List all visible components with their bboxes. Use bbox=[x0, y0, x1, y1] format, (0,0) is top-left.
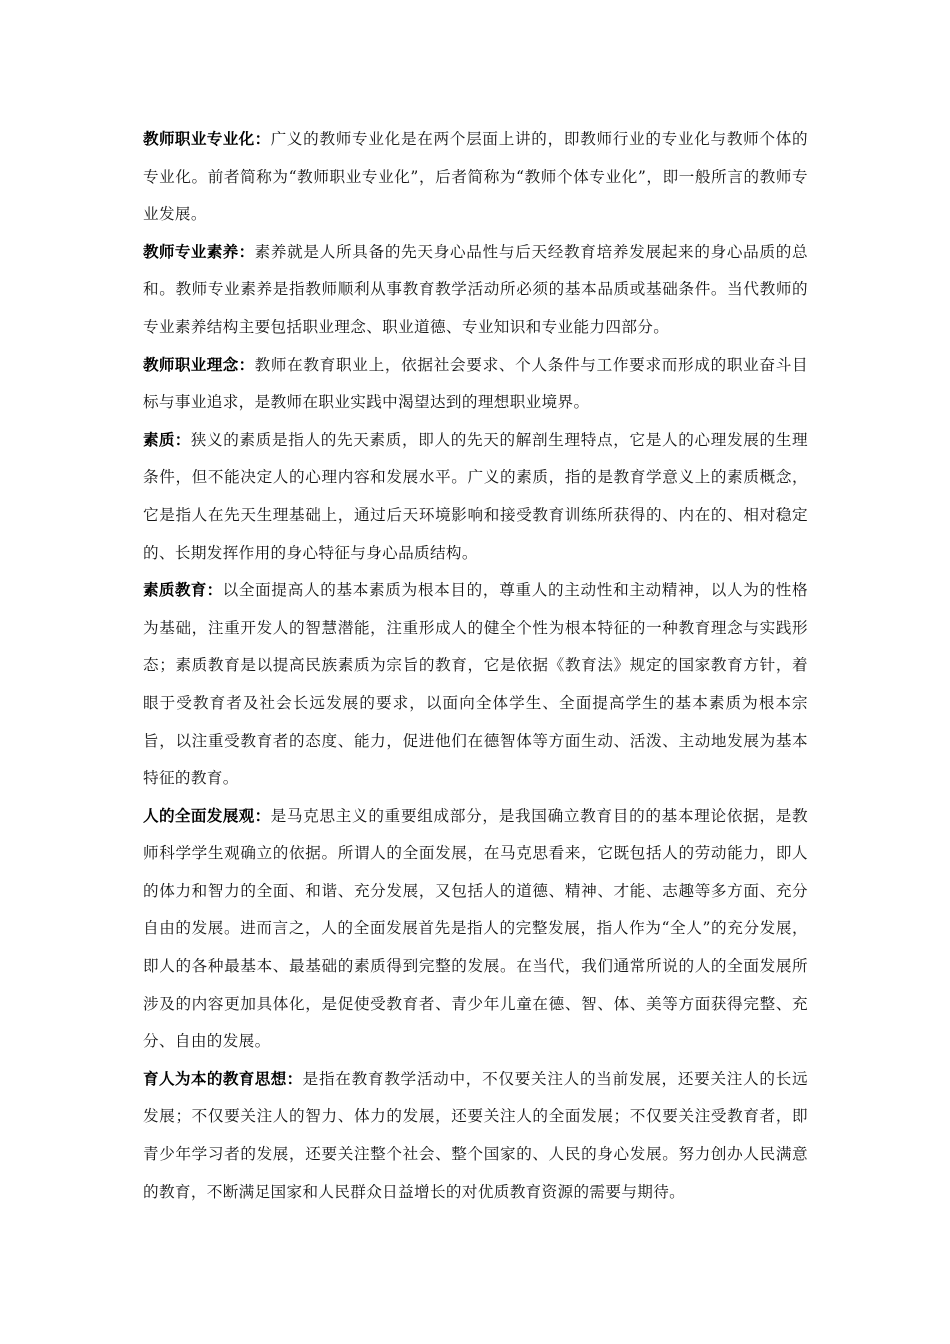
entry-definition: 是马克思主义的重要组成部分，是我国确立教育目的的基本理论依据，是教师科学学生观确立的依据。所谓人的全面发展，在马克思看来，它既包括人的劳动能力，即人的体力和智力的全面、和谐、充分发展，又包括人的道德、精神、才能、志趣等多方面、充分自由的发展。进而言之，人的全面发展首先是指人的完整发展，指人作为“全人”的充分发展，即人的各种最基本、最基础的素质得到完整的发展。在当代，我们通常所说的人的全面发展所涉及的内容更加具体化，是促使受教育者、青少年儿童在德、智、体、美等方面获得完整、充分、自由的发展。 bbox=[143, 806, 808, 1051]
entry-term: 教师职业专业化： bbox=[143, 130, 271, 148]
glossary-entry bbox=[143, 798, 808, 1061]
entry-definition: 教师在教育职业上，依据社会要求、个人条件与工作要求而形成的职业奋斗目标与事业追求，是教师在职业实践中渴望达到的理想职业境界。 bbox=[143, 355, 808, 412]
glossary-entry bbox=[143, 347, 808, 422]
glossary-entry bbox=[143, 121, 808, 234]
glossary-body bbox=[143, 121, 808, 1211]
glossary-entry bbox=[143, 572, 808, 798]
glossary-entry bbox=[143, 1061, 808, 1211]
entry-term: 教师专业素养： bbox=[143, 242, 255, 261]
entry-definition: 以全面提高人的基本素质为根本目的，尊重人的主动性和主动精神，以人为的性格为基础，注重开发人的智慧潜能，注重形成人的健全个性为根本特征的一种教育理念与实践形态；素质教育是以提高民族素质为宗旨的教育，它是依据《教育法》规定的国家教育方针，着眼于受教育者及社会长远发展的要求，以面向全体学生、全面提高学生的基本素质为根本宗旨，以注重受教育者的态度、能力，促进他们在德智体等方面生动、活泼、主动地发展为基本特征的教育。 bbox=[143, 581, 808, 788]
entry-term: 育人为本的教育思想： bbox=[143, 1069, 303, 1088]
entry-term: 素质： bbox=[143, 430, 191, 449]
entry-definition: 是指在教育教学活动中，不仅要关注人的当前发展，还要关注人的长远发展；不仅要关注人的智力、体力的发展，还要关注人的全面发展；不仅要关注受教育者，即青少年学习者的发展，还要关注整个社会、整个国家的、人民的身心发展。努力创办人民满意的教育，不断满足国家和人民群众日益增长的对优质教育资源的需要与期待。 bbox=[143, 1069, 808, 1201]
entry-term: 素质教育： bbox=[143, 581, 223, 600]
glossary-entry bbox=[143, 422, 808, 572]
entry-definition: 素养就是人所具备的先天身心品性与后天经教育培养发展起来的身心品质的总和。教师专业素养是指教师顺利从事教育教学活动所必须的基本品质或基础条件。当代教师的专业素养结构主要包括职业理念、职业道德、专业知识和专业能力四部分。 bbox=[143, 242, 808, 336]
entry-definition: 广义的教师专业化是在两个层面上讲的，即教师行业的专业化与教师个体的专业化。前者简称为“教师职业专业化”，后者简称为“教师个体专业化”，即一般所言的教师专业发展。 bbox=[143, 130, 808, 224]
entry-term: 人的全面发展观： bbox=[143, 806, 271, 825]
entry-definition: 狭义的素质是指人的先天素质，即人的先天的解剖生理特点，它是人的心理发展的生理条件，但不能决定人的心理内容和发展水平。广义的素质，指的是教育学意义上的素质概念，它是指人在先天生理基础上，通过后天环境影响和接受教育训练所获得的、内在的、相对稳定的、长期发挥作用的身心特征与身心品质结构。 bbox=[143, 430, 808, 562]
glossary-entry bbox=[143, 234, 808, 347]
entry-term: 教师职业理念： bbox=[143, 355, 255, 374]
